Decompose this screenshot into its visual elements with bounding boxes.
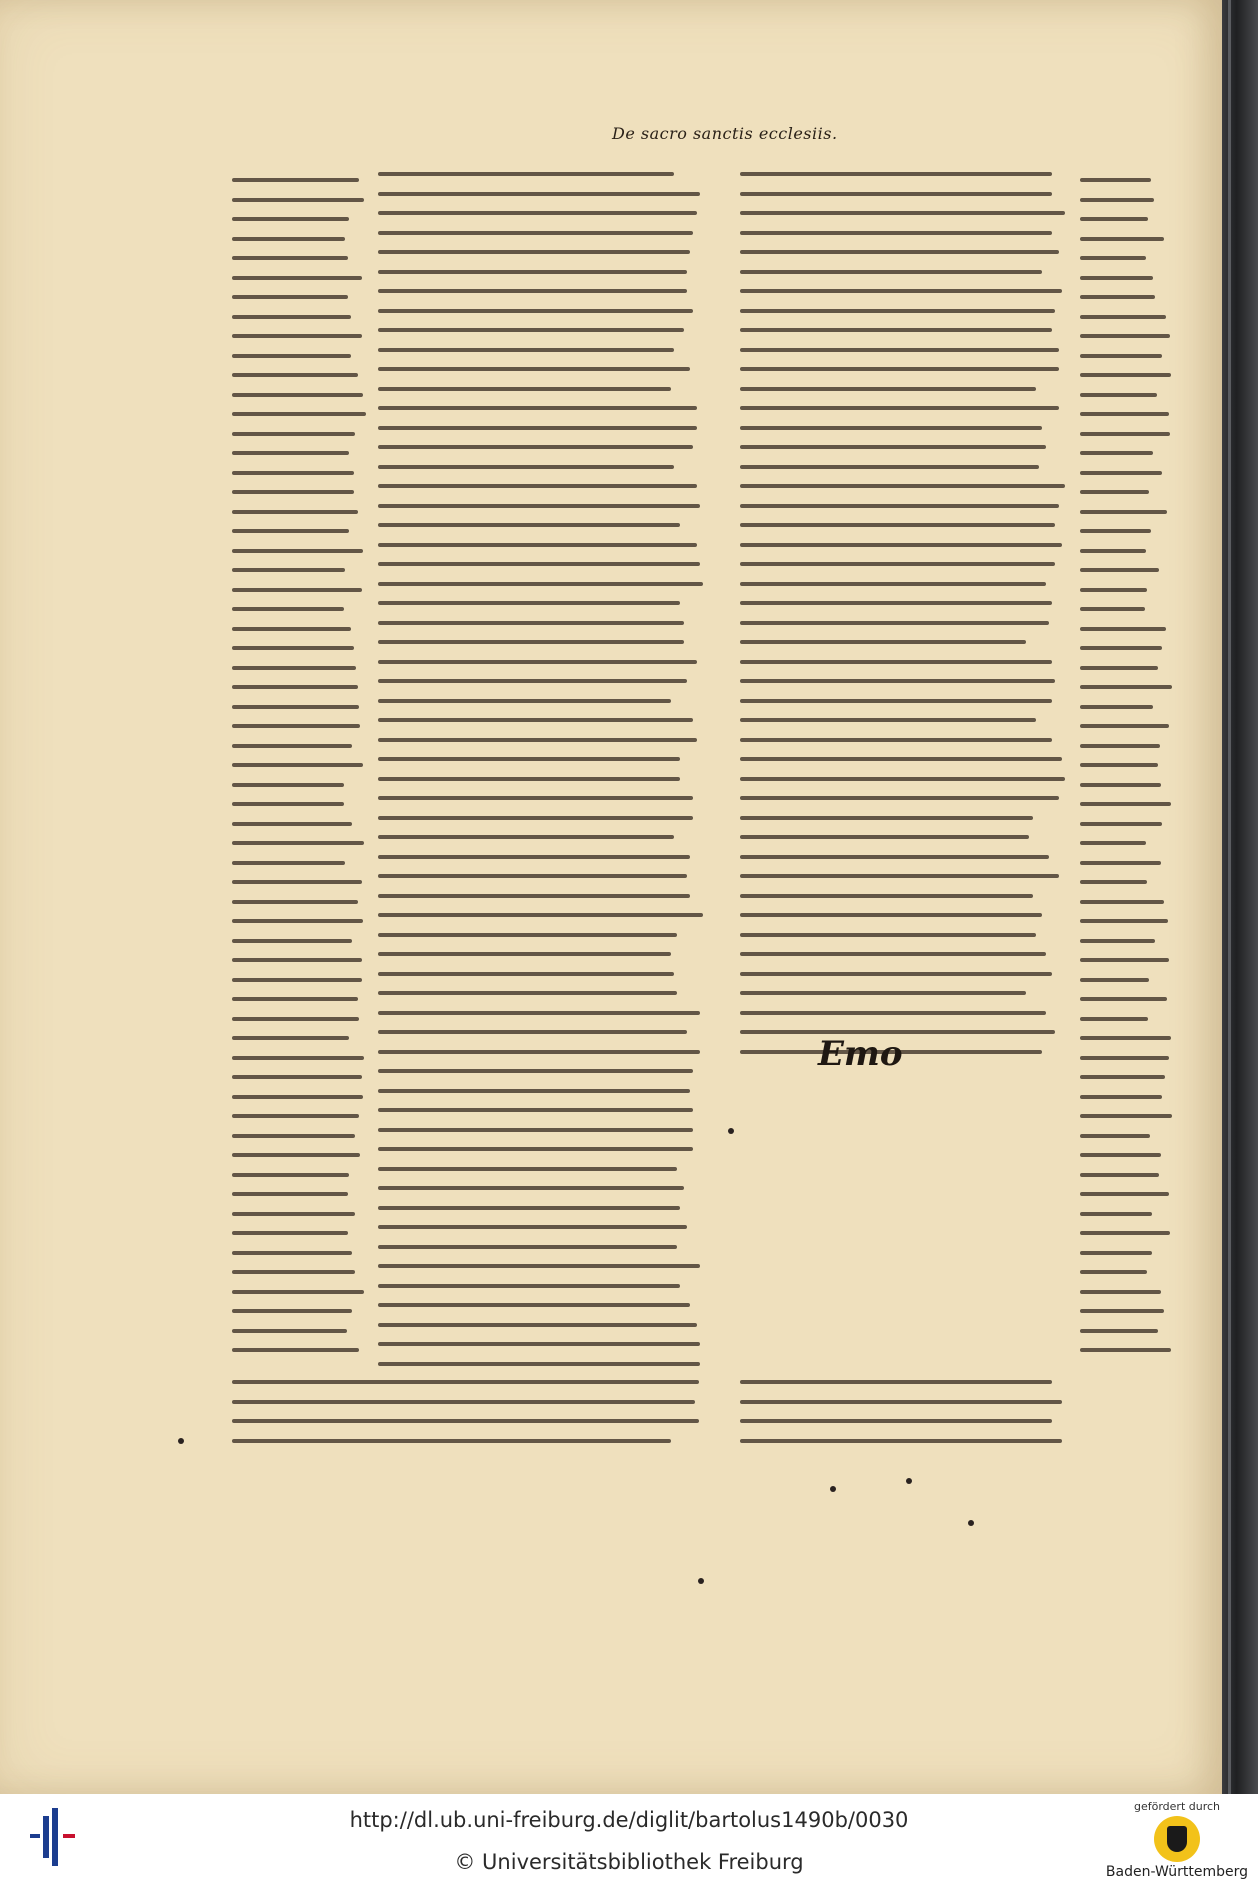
text-line <box>232 1270 355 1274</box>
text-line <box>378 172 674 176</box>
text-line <box>232 627 351 631</box>
text-line <box>740 250 1059 254</box>
text-line <box>1080 1134 1150 1138</box>
text-line <box>378 816 693 820</box>
text-line <box>378 874 687 878</box>
text-line <box>1080 178 1151 182</box>
text-line <box>1080 529 1151 533</box>
text-line <box>740 504 1059 508</box>
text-line <box>740 796 1059 800</box>
text-line <box>1080 354 1162 358</box>
text-line <box>232 471 354 475</box>
text-line <box>1080 880 1147 884</box>
text-line <box>378 562 700 566</box>
text-line <box>378 1108 693 1112</box>
text-line <box>740 1380 1052 1384</box>
text-line <box>232 198 364 202</box>
text-line <box>1080 997 1167 1001</box>
text-line <box>740 718 1036 722</box>
section-initial: Emo <box>818 1034 903 1074</box>
text-line <box>740 874 1059 878</box>
text-line <box>740 855 1049 859</box>
sponsor-label: gefördert durch <box>1133 1800 1221 1813</box>
text-line <box>378 913 703 917</box>
text-line <box>1080 1329 1158 1333</box>
text-line <box>1080 1290 1161 1294</box>
text-line <box>378 504 700 508</box>
text-line <box>740 816 1033 820</box>
text-line <box>740 289 1062 293</box>
text-line <box>378 1284 680 1288</box>
text-line <box>232 276 362 280</box>
text-line <box>1080 1095 1162 1099</box>
text-line <box>378 1362 700 1366</box>
text-line <box>1080 568 1159 572</box>
text-line <box>1080 1017 1148 1021</box>
text-line <box>378 348 674 352</box>
text-line <box>378 835 674 839</box>
text-line <box>378 484 697 488</box>
text-line <box>1080 919 1168 923</box>
running-header: De sacro sanctis ecclesiis. <box>612 124 838 143</box>
text-line <box>232 237 345 241</box>
text-line <box>1080 1251 1152 1255</box>
text-line <box>378 465 674 469</box>
text-line <box>378 1245 677 1249</box>
text-line <box>1080 841 1146 845</box>
text-line <box>232 256 348 260</box>
text-line <box>232 1173 349 1177</box>
text-line <box>740 679 1055 683</box>
text-line <box>740 231 1052 235</box>
text-line <box>232 549 363 553</box>
text-line <box>1080 1173 1159 1177</box>
text-line <box>740 777 1065 781</box>
text-line <box>1080 1270 1147 1274</box>
text-line <box>740 699 1052 703</box>
text-line <box>378 933 677 937</box>
text-line <box>1080 802 1171 806</box>
text-line <box>378 991 677 995</box>
copyright-notice: © Universitätsbibliothek Freiburg <box>454 1850 804 1874</box>
text-line <box>378 192 700 196</box>
text-line <box>232 1419 699 1423</box>
text-line <box>378 640 684 644</box>
text-line <box>232 822 352 826</box>
text-line <box>740 835 1029 839</box>
text-line <box>740 640 1026 644</box>
text-line <box>232 588 362 592</box>
text-line <box>378 1303 690 1307</box>
text-line <box>378 738 697 742</box>
text-line <box>740 523 1055 527</box>
text-line <box>232 334 362 338</box>
text-line <box>740 465 1039 469</box>
text-line <box>740 328 1052 332</box>
text-line <box>232 763 363 767</box>
text-line <box>740 991 1026 995</box>
text-line <box>378 406 697 410</box>
text-line <box>232 1309 352 1313</box>
text-line <box>378 1030 687 1034</box>
column-main-right <box>740 172 1065 1069</box>
text-line <box>378 1167 677 1171</box>
text-line <box>740 172 1052 176</box>
text-line <box>232 1017 359 1021</box>
column-bottom-right <box>740 1380 1072 1458</box>
text-line <box>232 1251 352 1255</box>
text-line <box>378 211 697 215</box>
text-line <box>232 1231 348 1235</box>
text-line <box>232 978 362 982</box>
text-line <box>1080 373 1171 377</box>
text-line <box>232 880 362 884</box>
text-line <box>740 582 1046 586</box>
text-line <box>1080 256 1146 260</box>
text-line <box>378 699 671 703</box>
text-line <box>740 738 1052 742</box>
text-line <box>378 289 687 293</box>
text-line <box>1080 822 1162 826</box>
text-line <box>378 387 671 391</box>
column-gloss-right <box>1080 178 1172 1368</box>
text-line <box>1080 471 1162 475</box>
text-line <box>740 913 1042 917</box>
text-line <box>740 621 1049 625</box>
text-line <box>1080 237 1164 241</box>
text-line <box>378 757 680 761</box>
text-line <box>232 1192 348 1196</box>
text-line <box>1080 1075 1165 1079</box>
paper-spot <box>728 1128 734 1134</box>
text-line <box>1080 1056 1169 1060</box>
text-line <box>232 393 363 397</box>
text-line <box>1080 744 1160 748</box>
text-line <box>232 1153 360 1157</box>
text-line <box>1080 315 1166 319</box>
text-line <box>378 445 693 449</box>
text-line <box>378 1264 700 1268</box>
text-line <box>740 1400 1062 1404</box>
text-line <box>378 621 684 625</box>
text-line <box>232 646 354 650</box>
text-line <box>740 660 1052 664</box>
text-line <box>740 757 1062 761</box>
text-line <box>378 1069 693 1073</box>
text-line <box>1080 451 1153 455</box>
text-line <box>378 660 697 664</box>
text-line <box>232 1114 359 1118</box>
text-line <box>378 582 703 586</box>
text-line <box>232 1095 363 1099</box>
text-line <box>378 1089 690 1093</box>
text-line <box>232 529 349 533</box>
text-line <box>740 543 1062 547</box>
state-crest-icon <box>1154 1816 1200 1862</box>
text-line <box>740 367 1059 371</box>
paper-spot <box>906 1478 912 1484</box>
paper-spot <box>830 1486 836 1492</box>
text-line <box>232 1056 364 1060</box>
text-line <box>232 919 363 923</box>
text-line <box>378 894 690 898</box>
text-line <box>1080 510 1167 514</box>
text-line <box>232 705 359 709</box>
text-line <box>378 972 674 976</box>
text-line <box>1080 958 1169 962</box>
text-line <box>232 1134 355 1138</box>
text-line <box>740 894 1033 898</box>
text-line <box>232 178 359 182</box>
text-line <box>378 309 693 313</box>
text-line <box>232 354 351 358</box>
text-line <box>1080 627 1166 631</box>
text-line <box>740 426 1042 430</box>
text-line <box>1080 1348 1171 1352</box>
text-line <box>232 217 349 221</box>
text-line <box>232 1212 355 1216</box>
text-line <box>378 367 690 371</box>
text-line <box>1080 978 1149 982</box>
text-line <box>232 1075 362 1079</box>
text-line <box>1080 646 1162 650</box>
text-line <box>232 685 358 689</box>
text-line <box>1080 393 1157 397</box>
text-line <box>232 315 351 319</box>
text-line <box>1080 1192 1169 1196</box>
sponsor-name: Baden-Württemberg <box>1105 1864 1249 1880</box>
text-line <box>232 451 349 455</box>
text-line <box>232 939 352 943</box>
text-line <box>378 250 690 254</box>
text-line <box>232 1439 671 1443</box>
text-line <box>232 432 355 436</box>
text-line <box>1080 490 1149 494</box>
text-line <box>740 972 1052 976</box>
text-line <box>378 777 680 781</box>
sponsor-block <box>1102 1800 1252 1880</box>
text-line <box>378 1225 687 1229</box>
text-line <box>1080 724 1169 728</box>
text-line <box>1080 763 1158 767</box>
text-line <box>378 601 680 605</box>
text-line <box>1080 549 1146 553</box>
text-line <box>232 724 360 728</box>
text-line <box>740 445 1046 449</box>
text-line <box>232 412 366 416</box>
text-line <box>1080 276 1153 280</box>
text-line <box>232 841 364 845</box>
text-line <box>232 997 358 1001</box>
text-line <box>378 1186 684 1190</box>
text-line <box>232 373 358 377</box>
text-line <box>378 1128 693 1132</box>
text-line <box>740 601 1052 605</box>
column-gloss-left <box>232 178 367 1368</box>
text-line <box>740 1439 1062 1443</box>
text-line <box>378 679 687 683</box>
text-line <box>378 796 693 800</box>
text-line <box>1080 588 1147 592</box>
text-line <box>378 426 697 430</box>
text-line <box>378 1323 697 1327</box>
text-line <box>740 270 1042 274</box>
text-line <box>378 1050 700 1054</box>
text-line <box>232 295 348 299</box>
text-line <box>740 1011 1046 1015</box>
text-line <box>232 607 344 611</box>
text-line <box>740 1419 1052 1423</box>
paper-spot <box>178 1438 184 1444</box>
text-line <box>1080 334 1170 338</box>
text-line <box>1080 1153 1161 1157</box>
text-line <box>1080 198 1154 202</box>
column-bottom-left <box>232 1380 704 1458</box>
text-line <box>232 900 358 904</box>
paper-spot <box>968 1520 974 1526</box>
text-line <box>1080 783 1161 787</box>
text-line <box>232 510 358 514</box>
text-line <box>232 802 344 806</box>
text-line <box>740 933 1036 937</box>
text-line <box>1080 412 1169 416</box>
text-line <box>1080 939 1155 943</box>
text-line <box>1080 432 1170 436</box>
text-line <box>378 1147 693 1151</box>
text-line <box>232 1348 359 1352</box>
text-line <box>232 1036 349 1040</box>
text-line <box>232 1329 347 1333</box>
text-line <box>232 1290 364 1294</box>
text-line <box>378 1206 680 1210</box>
text-line <box>232 490 354 494</box>
text-line <box>232 568 345 572</box>
text-line <box>378 523 680 527</box>
text-line <box>232 783 344 787</box>
text-line <box>1080 217 1148 221</box>
text-line <box>1080 861 1161 865</box>
text-line <box>1080 1036 1171 1040</box>
text-line <box>740 192 1052 196</box>
text-line <box>378 1011 700 1015</box>
paper-spot <box>698 1578 704 1584</box>
text-line <box>378 952 671 956</box>
text-line <box>740 348 1059 352</box>
text-line <box>378 231 693 235</box>
text-line <box>1080 607 1145 611</box>
text-line <box>740 211 1065 215</box>
text-line <box>378 718 693 722</box>
text-line <box>1080 295 1155 299</box>
text-line <box>1080 1114 1172 1118</box>
text-line <box>232 666 356 670</box>
text-line <box>1080 1309 1164 1313</box>
book-spine <box>1222 0 1258 1794</box>
text-line <box>1080 900 1164 904</box>
text-line <box>378 270 687 274</box>
text-line <box>378 543 697 547</box>
text-line <box>232 958 362 962</box>
permalink-url[interactable]: http://dl.ub.uni-freiburg.de/diglit/bartolus1490b/0030 <box>349 1808 909 1832</box>
text-line <box>740 484 1065 488</box>
text-line <box>740 406 1059 410</box>
text-line <box>740 309 1055 313</box>
text-line <box>232 744 352 748</box>
text-line <box>1080 1231 1170 1235</box>
text-line <box>1080 1212 1152 1216</box>
text-line <box>232 1400 695 1404</box>
text-line <box>1080 685 1172 689</box>
column-main-left <box>378 172 703 1381</box>
text-line <box>232 861 345 865</box>
text-line <box>740 387 1036 391</box>
text-line <box>378 1342 700 1346</box>
text-line <box>1080 705 1153 709</box>
text-line <box>378 855 690 859</box>
text-line <box>740 562 1055 566</box>
text-line <box>1080 666 1158 670</box>
text-line <box>740 952 1046 956</box>
text-line <box>378 328 684 332</box>
text-line <box>232 1380 699 1384</box>
